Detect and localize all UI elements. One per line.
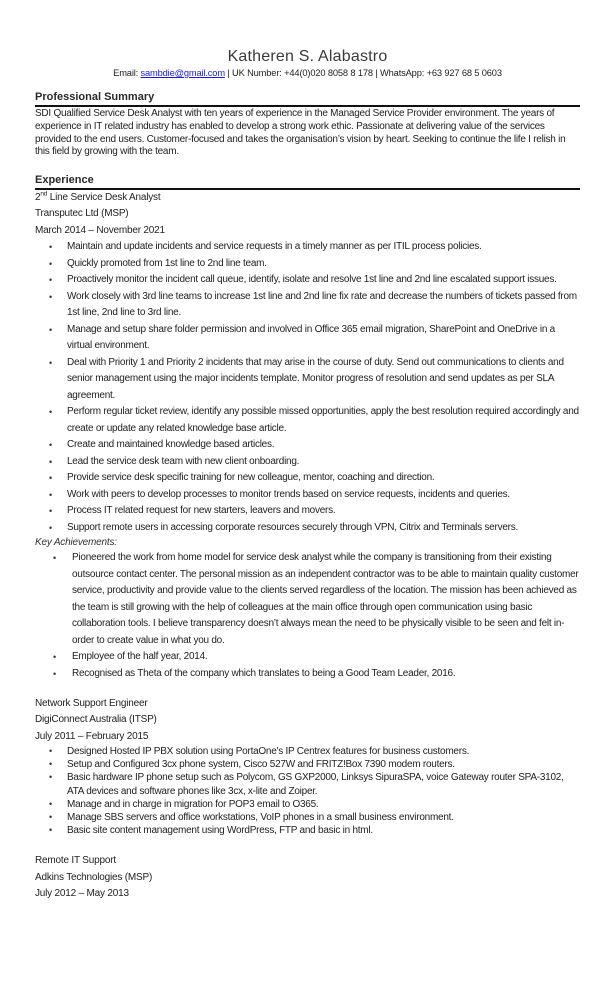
duty-item: • Maintain and update incidents and service requests in a timely manner as per ITIL process policies. bbox=[35, 239, 580, 256]
duty-item: • Work closely with 3rd line teams to increase 1st line and 2nd line fix rate and decrease the numbers of tickets passed from 1st line, 2nd line to 3rd line. bbox=[35, 289, 580, 322]
duty-item: • Designed Hosted IP PBX solution using PortaOne's IP Centrex features for business customers. bbox=[35, 745, 580, 758]
job-entry bbox=[35, 190, 580, 682]
achievement-item: • Recognised as Theta of the company which translates to being a Good Team Leader, 2016. bbox=[35, 666, 580, 683]
job-duties-list bbox=[35, 745, 580, 837]
duty-item: • Provide service desk specific training for new colleague, mentor, coaching and direction. bbox=[35, 470, 580, 487]
job-dates: July 2012 – May 2013 bbox=[35, 887, 129, 899]
duty-item: • Manage SBS servers and office workstations, VoIP phones in a small business environment. bbox=[35, 811, 580, 824]
job-company: Transputec Ltd (MSP) bbox=[35, 208, 129, 220]
section-heading-experience: Experience bbox=[35, 174, 580, 190]
duty-item: • Work with peers to develop processes to monitor trends based on service requests, incidents and queries. bbox=[35, 487, 580, 504]
uk-number: | UK Number: +44(0)020 8058 8 178 bbox=[224, 68, 376, 78]
job-entry bbox=[35, 853, 580, 902]
summary-text: SDI Qualified Service Desk Analyst with ten years of experience in the Managed Service Provider environment. The years of experience in IT related industry has enabled to develop a strong work ethic. Passionate at delivering value of the services provided to the end users. Customer-focused and takes the organisation’s vision by heart. Seeking to continue the life I relish in this field by growing with the team. bbox=[35, 108, 566, 158]
duty-item: • Perform regular ticket review, identify any possible missed opportunities, apply the best resolution required accordingly and create or update any related knowledge base article. bbox=[35, 404, 580, 437]
duty-item: • Deal with Priority 1 and Priority 2 incidents that may arise in the course of duty. Send out communications to clients and senior management using the major incidents template. Monitor progress of resolution and send updates as per SLA agreement. bbox=[35, 355, 580, 405]
job-company: Adkins Technologies (MSP) bbox=[35, 871, 153, 883]
duty-item: • Manage and in charge in migration for POP3 email to O365. bbox=[35, 798, 580, 811]
duty-item: • Manage and setup share folder permission and involved in Office 365 email migration, SharePoint and OneDrive in a virtual environment. bbox=[35, 322, 580, 355]
job-title-num: 2 bbox=[35, 192, 41, 204]
duty-item: • Support remote users in accessing corporate resources securely through VPN, Citrix and Terminals servers. bbox=[35, 520, 580, 537]
duty-item: • Setup and Configured 3cx phone system, Cisco 527W and FRITZ!Box 7390 modem routers. bbox=[35, 758, 580, 771]
spacer bbox=[35, 682, 580, 696]
job-duties-list bbox=[35, 239, 580, 536]
duty-item: • Basic hardware IP phone setup such as Polycom, GS GXP2000, Linksys SipuraSPA, voice Gateway router SPA-3102, ATA devices and software phones like 3cx, x-lite and Zoiper. bbox=[35, 771, 580, 797]
achievements-list bbox=[35, 550, 580, 682]
candidate-name: Katheren S. Alabastro bbox=[227, 48, 388, 65]
duty-item: • Basic site content management using WordPress, FTP and basic in html. bbox=[35, 824, 580, 837]
email-label: Email: bbox=[113, 68, 141, 78]
achievement-item: • Pioneered the work from home model for service desk analyst while the company is transitioning from their existing outsource contact center. The personal mission as an independent contractor was to be able to maintain quality customer service, productivity and provide value to the clients served regardless of the location. The mission has been achieved as the team is still growing with the help of colleagues at the main office through open communication using basic collaboration tools. I believe transparency doesn’t always mean the need to be physically visible to be seen and felt in-order to create value in what you do. bbox=[35, 550, 580, 649]
job-company: DigiConnect Australia (ITSP) bbox=[35, 714, 157, 726]
job-entry bbox=[35, 696, 580, 837]
duty-item: • Process IT related request for new starters, leavers and movers. bbox=[35, 503, 580, 520]
section-heading-summary: Professional Summary bbox=[35, 91, 580, 107]
email-link[interactable]: sambdie@gmail.com bbox=[140, 68, 225, 78]
job-dates: July 2011 – February 2015 bbox=[35, 730, 149, 742]
duty-item: • Create and maintained knowledge based articles. bbox=[35, 437, 580, 454]
spacer bbox=[35, 837, 580, 853]
whatsapp-number: | WhatsApp: +63 927 68 5 0603 bbox=[375, 68, 502, 78]
job-title-sup: nd bbox=[40, 190, 48, 198]
job-title bbox=[35, 190, 580, 206]
contact-line bbox=[35, 67, 580, 80]
duty-item: • Lead the service desk team with new client onboarding. bbox=[35, 454, 580, 471]
job-title: Remote IT Support bbox=[35, 855, 116, 867]
job-title: Network Support Engineer bbox=[35, 698, 148, 710]
resume-page bbox=[35, 48, 580, 902]
duty-item: • Proactively monitor the incident call queue, identify, isolate and resolve 1st line and 2nd line escalated support issues. bbox=[35, 272, 580, 289]
achievement-item: • Employee of the half year, 2014. bbox=[35, 649, 580, 666]
duty-item: • Quickly promoted from 1st line to 2nd line team. bbox=[35, 256, 580, 273]
key-achievements-label: Key Achievements: bbox=[35, 537, 117, 549]
job-title-rest: Line Service Desk Analyst bbox=[47, 192, 161, 204]
job-dates: March 2014 – November 2021 bbox=[35, 224, 165, 236]
